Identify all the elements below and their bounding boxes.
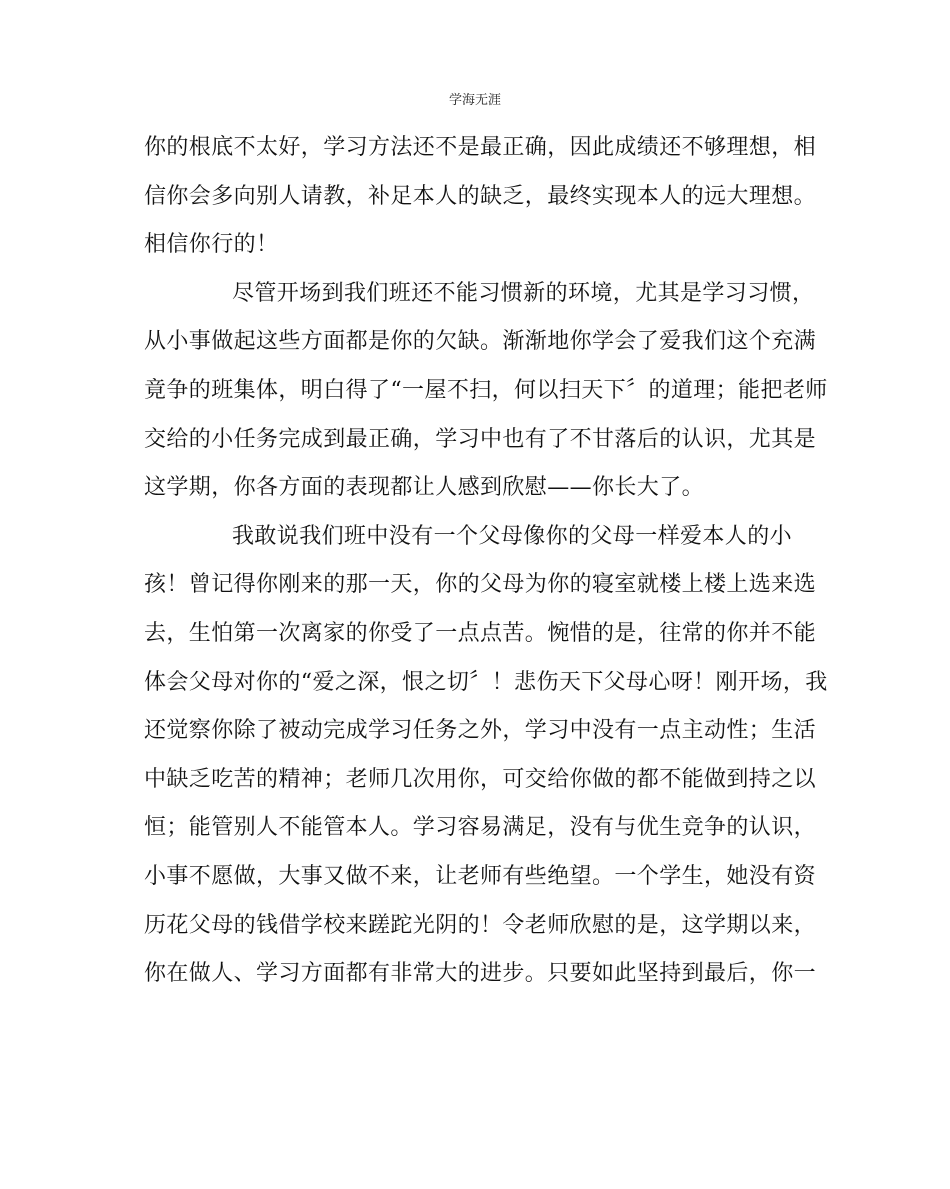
paragraph-line: 相信你行的！ <box>144 232 279 258</box>
paragraph-line: 信你会多向别人请教，补足本人的缺乏，最终实现本人的远大理想。 <box>144 183 817 209</box>
paragraph-line: 交给的小任务完成到最正确，学习中也有了不甘落后的认识，尤其是 <box>144 426 817 452</box>
paragraph-line: 我敢说我们班中没有一个父母像你的父母一样爱本人的小 <box>232 523 793 549</box>
paragraph-line: 从小事做起这些方面都是你的欠缺。渐渐地你学会了爱我们这个充满 <box>144 329 817 355</box>
paragraph-line: 你在做人、学习方面都有非常大的进步。只要如此坚持到最后，你一 <box>144 961 817 987</box>
paragraph-2 <box>144 270 828 513</box>
paragraph-line: 还觉察你除了被动完成学习任务之外，学习中没有一点主动性；生活 <box>144 718 817 744</box>
paragraph-line: 体会父母对你的“爱之深，恨之切〞！悲伤天下父母心呀！刚开场，我 <box>144 669 828 695</box>
paragraph-line: 小事不愿做，大事又做不来，让老师有些绝望。一个学生，她没有资 <box>144 863 817 889</box>
paragraph-line: 尽管开场到我们班还不能习惯新的环境，尤其是学习习惯， <box>232 280 815 306</box>
paragraph-line: 竟争的班集体，明白得了“一屋不扫，何以扫天下〞的道理；能把老师 <box>144 377 828 403</box>
document-body <box>144 124 828 999</box>
paragraph-3 <box>144 513 828 999</box>
paragraph-line: 中缺乏吃苦的精神；老师几次用你，可交给你做的都不能做到持之以 <box>144 766 817 792</box>
paragraph-line: 去，生怕第一次离家的你受了一点点苦。惋惜的是，往常的你并不能 <box>144 620 817 646</box>
paragraph-line: 孩！曾记得你刚来的那一天，你的父母为你的寝室就楼上楼上选来选 <box>144 572 817 598</box>
paragraph-line: 这学期，你各方面的表现都让人感到欣慰——你长大了。 <box>144 475 705 501</box>
paragraph-line: 恒；能管别人不能管本人。学习容易满足，没有与优生竞争的认识， <box>144 815 817 841</box>
page-header: 学海无涯 <box>448 93 501 108</box>
paragraph-1 <box>144 124 817 270</box>
paragraph-line: 你的根底不太好，学习方法还不是最正确，因此成绩还不够理想，相 <box>144 135 817 160</box>
paragraph-line: 历花父母的钱借学校来蹉跎光阴的！令老师欣慰的是，这学期以来， <box>144 912 817 938</box>
